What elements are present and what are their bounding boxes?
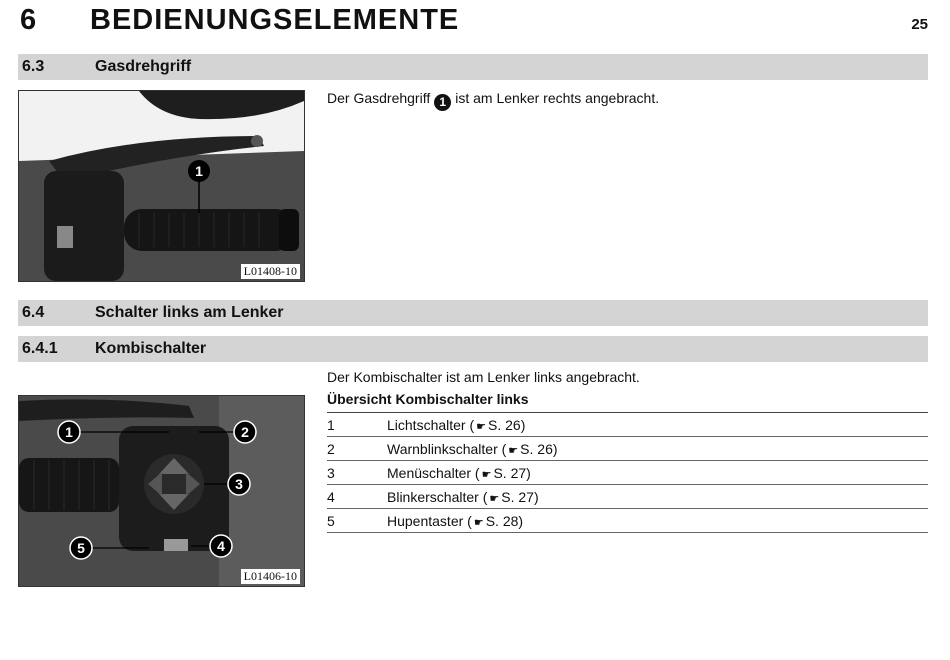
- pointing-hand-icon: ☛: [473, 517, 484, 529]
- image-code: L01408-10: [241, 264, 300, 279]
- callout-1: 1: [65, 424, 73, 440]
- pointing-hand-icon: ☛: [489, 493, 500, 505]
- table-row: [327, 461, 928, 485]
- section-number: 6.4: [22, 304, 45, 321]
- throttle-grip-photo: [18, 90, 305, 282]
- table-row: [327, 509, 928, 533]
- section-title: Gasdrehgriff: [95, 58, 192, 75]
- image-code: L01406-10: [241, 569, 300, 584]
- callout-5: 5: [77, 540, 85, 556]
- combination-switch-photo: [18, 395, 305, 587]
- throttle-text-before: Der Gasdrehgriff: [327, 90, 431, 106]
- page-number: 25: [911, 16, 928, 33]
- row-number: 2: [327, 441, 335, 457]
- section-bar-6-4: [18, 300, 928, 326]
- chapter-title: BEDIENUNGSELEMENTE: [90, 4, 460, 36]
- row-label: Menüschalter (: [387, 465, 480, 481]
- table-title: Übersicht Kombischalter links: [327, 390, 928, 413]
- callout-4: 4: [217, 538, 225, 554]
- table-row: [327, 485, 928, 509]
- section-bar-6-3: [18, 54, 928, 80]
- page-reference[interactable]: S. 27): [493, 465, 531, 481]
- row-number: 5: [327, 513, 335, 529]
- table-row: [327, 437, 928, 461]
- pointing-hand-icon: ☛: [508, 445, 519, 457]
- subsection-title: Kombischalter: [95, 340, 207, 357]
- page-reference[interactable]: S. 27): [501, 489, 539, 505]
- throttle-description: [327, 90, 659, 111]
- chapter-number: 6: [20, 4, 38, 36]
- pointing-hand-icon: ☛: [476, 421, 487, 433]
- callout-3: 3: [235, 476, 243, 492]
- row-number: 1: [327, 417, 335, 433]
- kombischalter-intro: Der Kombischalter ist am Lenker links angebracht.: [327, 369, 640, 385]
- page-reference[interactable]: S. 26): [520, 441, 558, 457]
- page-reference[interactable]: S. 26): [488, 417, 526, 433]
- overview-table: [327, 390, 928, 533]
- pointing-hand-icon: ☛: [481, 469, 492, 481]
- callout-2: 2: [241, 424, 249, 440]
- row-label: Lichtschalter (: [387, 417, 475, 433]
- row-number: 3: [327, 465, 335, 481]
- callout-badge: 1: [434, 94, 451, 111]
- subsection-number: 6.4.1: [22, 340, 58, 357]
- section-bar-6-4-1: [18, 336, 928, 362]
- throttle-text-after: ist am Lenker rechts angebracht.: [455, 90, 660, 106]
- section-title: Schalter links am Lenker: [95, 304, 284, 321]
- row-label: Blinkerschalter (: [387, 489, 488, 505]
- callout-1: 1: [195, 163, 203, 179]
- row-label: Hupentaster (: [387, 513, 472, 529]
- table-row: [327, 413, 928, 437]
- row-label: Warnblinkschalter (: [387, 441, 507, 457]
- row-number: 4: [327, 489, 335, 505]
- page-reference[interactable]: S. 28): [485, 513, 524, 529]
- section-number: 6.3: [22, 58, 45, 75]
